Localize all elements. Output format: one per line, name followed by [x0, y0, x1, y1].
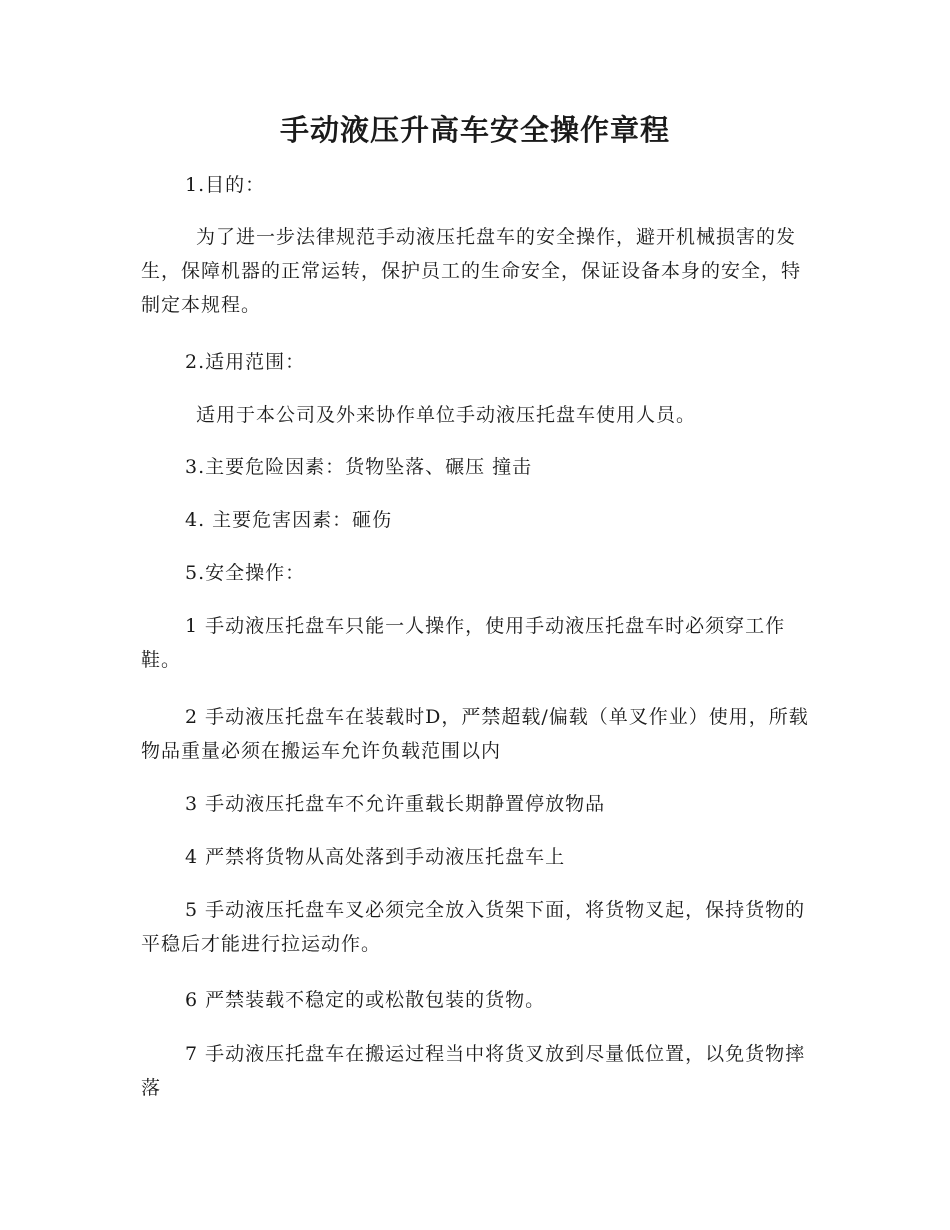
rule-item-6: 6 严禁装载不稳定的或松散包装的货物。 [185, 989, 546, 1011]
section-scope-heading: 2.适用范围： [185, 351, 306, 373]
main-hazards-line: 3.主要危险因素：货物坠落、碾压 撞击 [185, 456, 533, 478]
rule-item-2: 2 手动液压托盘车在装载时D，严禁超载/偏载（单叉作业）使用，所载物品重量必须在搬运车允许负载范围以内 [141, 706, 809, 762]
rule-item-4: 4 严禁将货物从高处落到手动液压托盘车上 [185, 846, 566, 868]
rule-item-7: 7 手动液压托盘车在搬运过程当中将货叉放到尽量低位置，以免货物摔落 [141, 1043, 806, 1099]
purpose-paragraph: 为了进一步法律规范手动液压托盘车的安全操作，避开机械损害的发生，保障机器的正常运转，保护员工的生命安全，保证设备本身的安全，特制定本规程。 [141, 226, 802, 316]
rule-item-5: 5 手动液压托盘车叉必须完全放入货架下面，将货物叉起，保持货物的平稳后才能进行拉运动作。 [141, 899, 806, 955]
main-harm-line: 4. 主要危害因素：砸伤 [185, 509, 393, 531]
scope-paragraph: 适用于本公司及外来协作单位手动液压托盘车使用人员。 [196, 404, 697, 426]
section-safe-operation-heading: 5.安全操作： [185, 562, 306, 584]
document-title: 手动液压升高车安全操作章程 [279, 113, 670, 147]
section-purpose-heading: 1.目的： [185, 174, 266, 196]
rule-item-3: 3 手动液压托盘车不允许重载长期静置停放物品 [185, 793, 606, 815]
rule-item-1: 1 手动液压托盘车只能一人操作，使用手动液压托盘车时必须穿工作鞋。 [141, 615, 786, 671]
